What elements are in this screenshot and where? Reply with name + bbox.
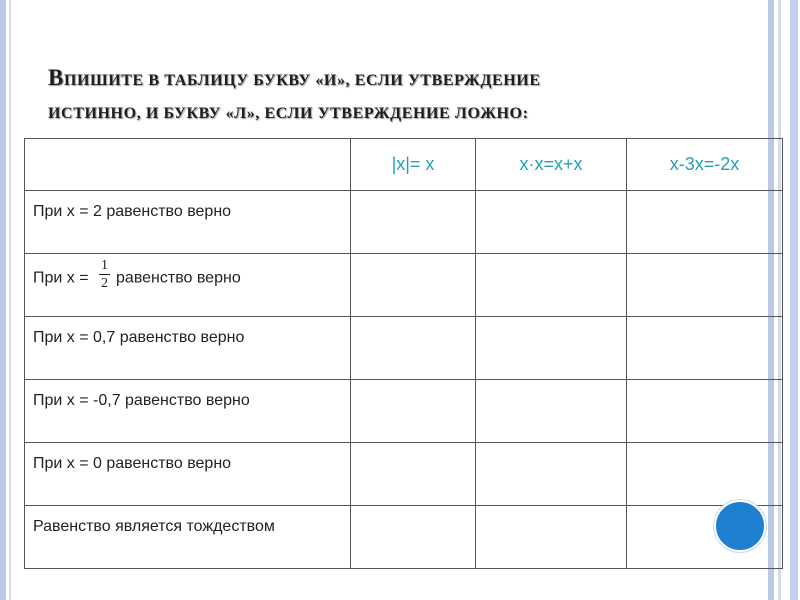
answer-cell[interactable] (476, 380, 627, 443)
row-label (25, 380, 351, 443)
answer-cell[interactable] (351, 443, 476, 506)
answer-cell[interactable] (476, 254, 627, 317)
row-label (25, 191, 351, 254)
row-label-text: Равенство является тождеством (33, 518, 275, 535)
left-side-bar-thin (9, 0, 11, 600)
row-label-text: При x = 0 равенство верно (33, 455, 232, 472)
row-label-text: При x = 2 равенство верно (33, 203, 232, 220)
table-header-row (25, 139, 783, 191)
header-cell-product: x·x=x+x (476, 139, 627, 191)
table-row (25, 254, 783, 317)
answer-cell[interactable] (476, 317, 627, 380)
answer-cell[interactable] (627, 254, 783, 317)
header-cell-difference: x-3x=-2x (627, 139, 783, 191)
fraction (99, 258, 110, 291)
answer-cell[interactable] (627, 380, 783, 443)
row-label (25, 254, 351, 317)
fraction-bar (99, 274, 110, 275)
answer-cell[interactable] (351, 380, 476, 443)
blue-circle-icon (714, 500, 766, 552)
title-line-1 (48, 62, 668, 96)
answer-cell[interactable] (351, 506, 476, 569)
title-line-1-text: ПИШИТЕ В ТАБЛИЦУ БУКВУ «И», ЕСЛИ УТВЕРЖДЕНИЕ (63, 72, 541, 89)
row-label-text: При x = 0,7 равенство верно (33, 329, 245, 346)
fraction-denominator: 2 (101, 276, 109, 291)
answer-cell[interactable] (627, 191, 783, 254)
table-row (25, 317, 783, 380)
header-cell-empty (25, 139, 351, 191)
answer-cell[interactable] (627, 317, 783, 380)
page-title (48, 62, 668, 129)
row-label-suffix: равенство верно (116, 269, 241, 287)
answer-cell[interactable] (476, 506, 627, 569)
truth-table (24, 138, 783, 569)
row-label (25, 506, 351, 569)
table-row (25, 443, 783, 506)
row-label (25, 317, 351, 380)
answer-cell[interactable] (351, 191, 476, 254)
header-cell-abs: |x|= x (351, 139, 476, 191)
table-row (25, 191, 783, 254)
fraction-numerator: 1 (101, 258, 109, 273)
left-side-bar (0, 0, 6, 600)
row-label-text: При x = -0,7 равенство верно (33, 392, 250, 409)
title-line-2-text: ИСТИННО, И БУКВУ «Л», ЕСЛИ УТВЕРЖДЕНИЕ ЛОЖНО: (48, 105, 529, 122)
table-row (25, 380, 783, 443)
answer-cell[interactable] (351, 317, 476, 380)
table-row (25, 506, 783, 569)
answer-cell[interactable] (476, 443, 627, 506)
row-label-text: При x = (33, 269, 94, 287)
title-initial: В (48, 65, 64, 90)
answer-cell[interactable] (627, 443, 783, 506)
row-label (25, 443, 351, 506)
answer-cell[interactable] (476, 191, 627, 254)
title-line-2 (48, 96, 668, 129)
right-side-bar-outer (790, 0, 798, 600)
answer-cell[interactable] (351, 254, 476, 317)
